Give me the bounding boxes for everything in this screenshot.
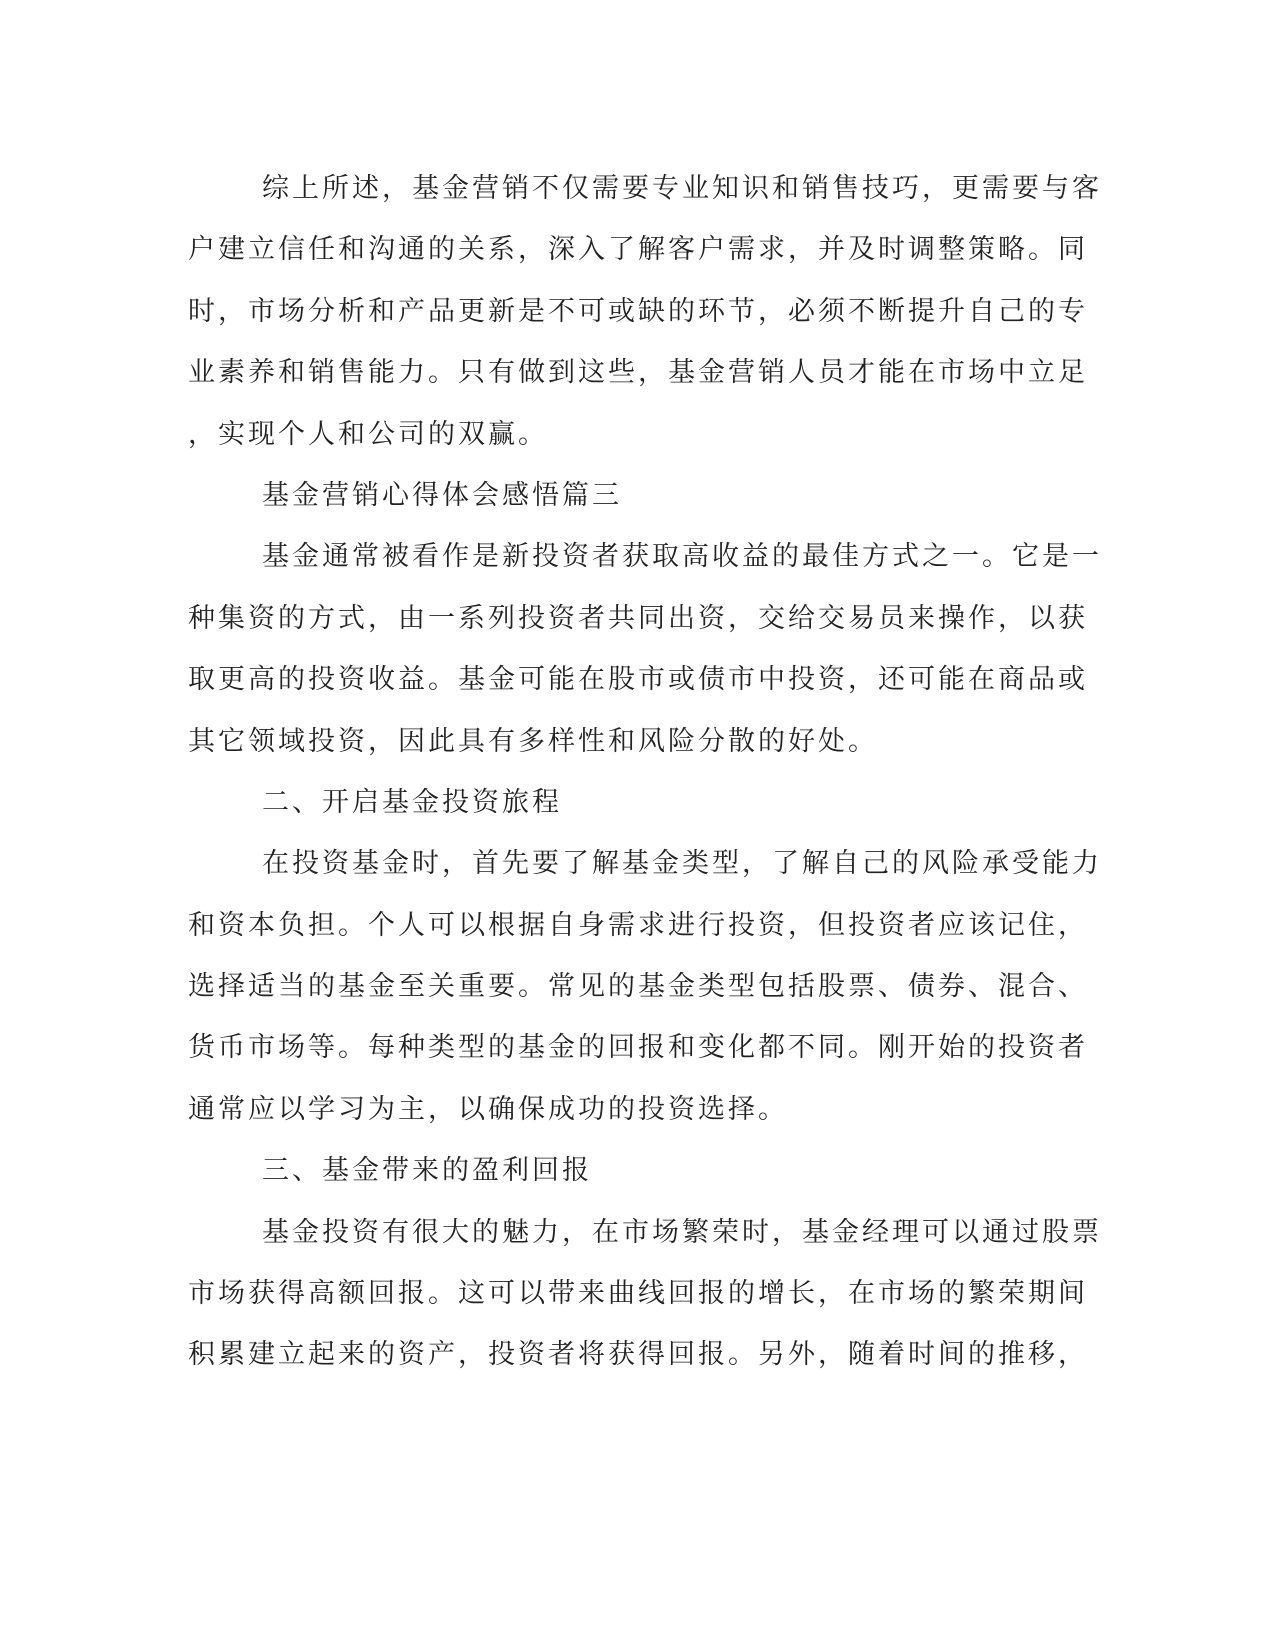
text-line: 在投资基金时，首先要了解基金类型，了解自己的风险承受能力 [262,848,1102,880]
text-line: 选择适当的基金至关重要。常见的基金类型包括股票、债券、混合、 [188,971,1088,1003]
text-line: 户建立信任和沟通的关系，深入了解客户需求，并及时调整策略。同 [188,234,1088,266]
text-line: 其它领域投资，因此具有多样性和风险分散的好处。 [188,725,878,757]
text-line: 和资本负担。个人可以根据自身需求进行投资，但投资者应该记住， [188,909,1088,941]
text-line: ，实现个人和公司的双赢。 [188,418,548,450]
section-heading: 三、基金带来的盈利回报 [262,1155,592,1187]
text-line: 基金投资有很大的魅力，在市场繁荣时，基金经理可以通过股票 [262,1216,1102,1248]
section-heading: 基金营销心得体会感悟篇三 [262,479,622,511]
text-line: 市场获得高额回报。这可以带来曲线回报的增长，在市场的繁荣期间 [188,1278,1088,1310]
text-line: 货币市场等。每种类型的基金的回报和变化都不同。刚开始的投资者 [188,1032,1088,1064]
text-line: 时，市场分析和产品更新是不可或缺的环节，必须不断提升自己的专 [188,295,1088,327]
document-body [188,158,1102,1386]
text-line: 综上所述，基金营销不仅需要专业知识和销售技巧，更需要与客 [262,173,1102,204]
text-line: 业素养和销售能力。只有做到这些，基金营销人员才能在市场中立足 [188,357,1088,389]
text-line: 基金通常被看作是新投资者获取高收益的最佳方式之一。它是一 [262,541,1102,573]
text-line: 通常应以学习为主，以确保成功的投资选择。 [188,1093,788,1125]
section-heading: 二、开启基金投资旅程 [262,786,562,818]
text-line: 积累建立起来的资产，投资者将获得回报。另外，随着时间的推移， [188,1339,1088,1371]
text-line: 取更高的投资收益。基金可能在股市或债市中投资，还可能在商品或 [188,664,1088,696]
text-line: 种集资的方式，由一系列投资者共同出资，交给交易员来操作，以获 [188,602,1088,634]
